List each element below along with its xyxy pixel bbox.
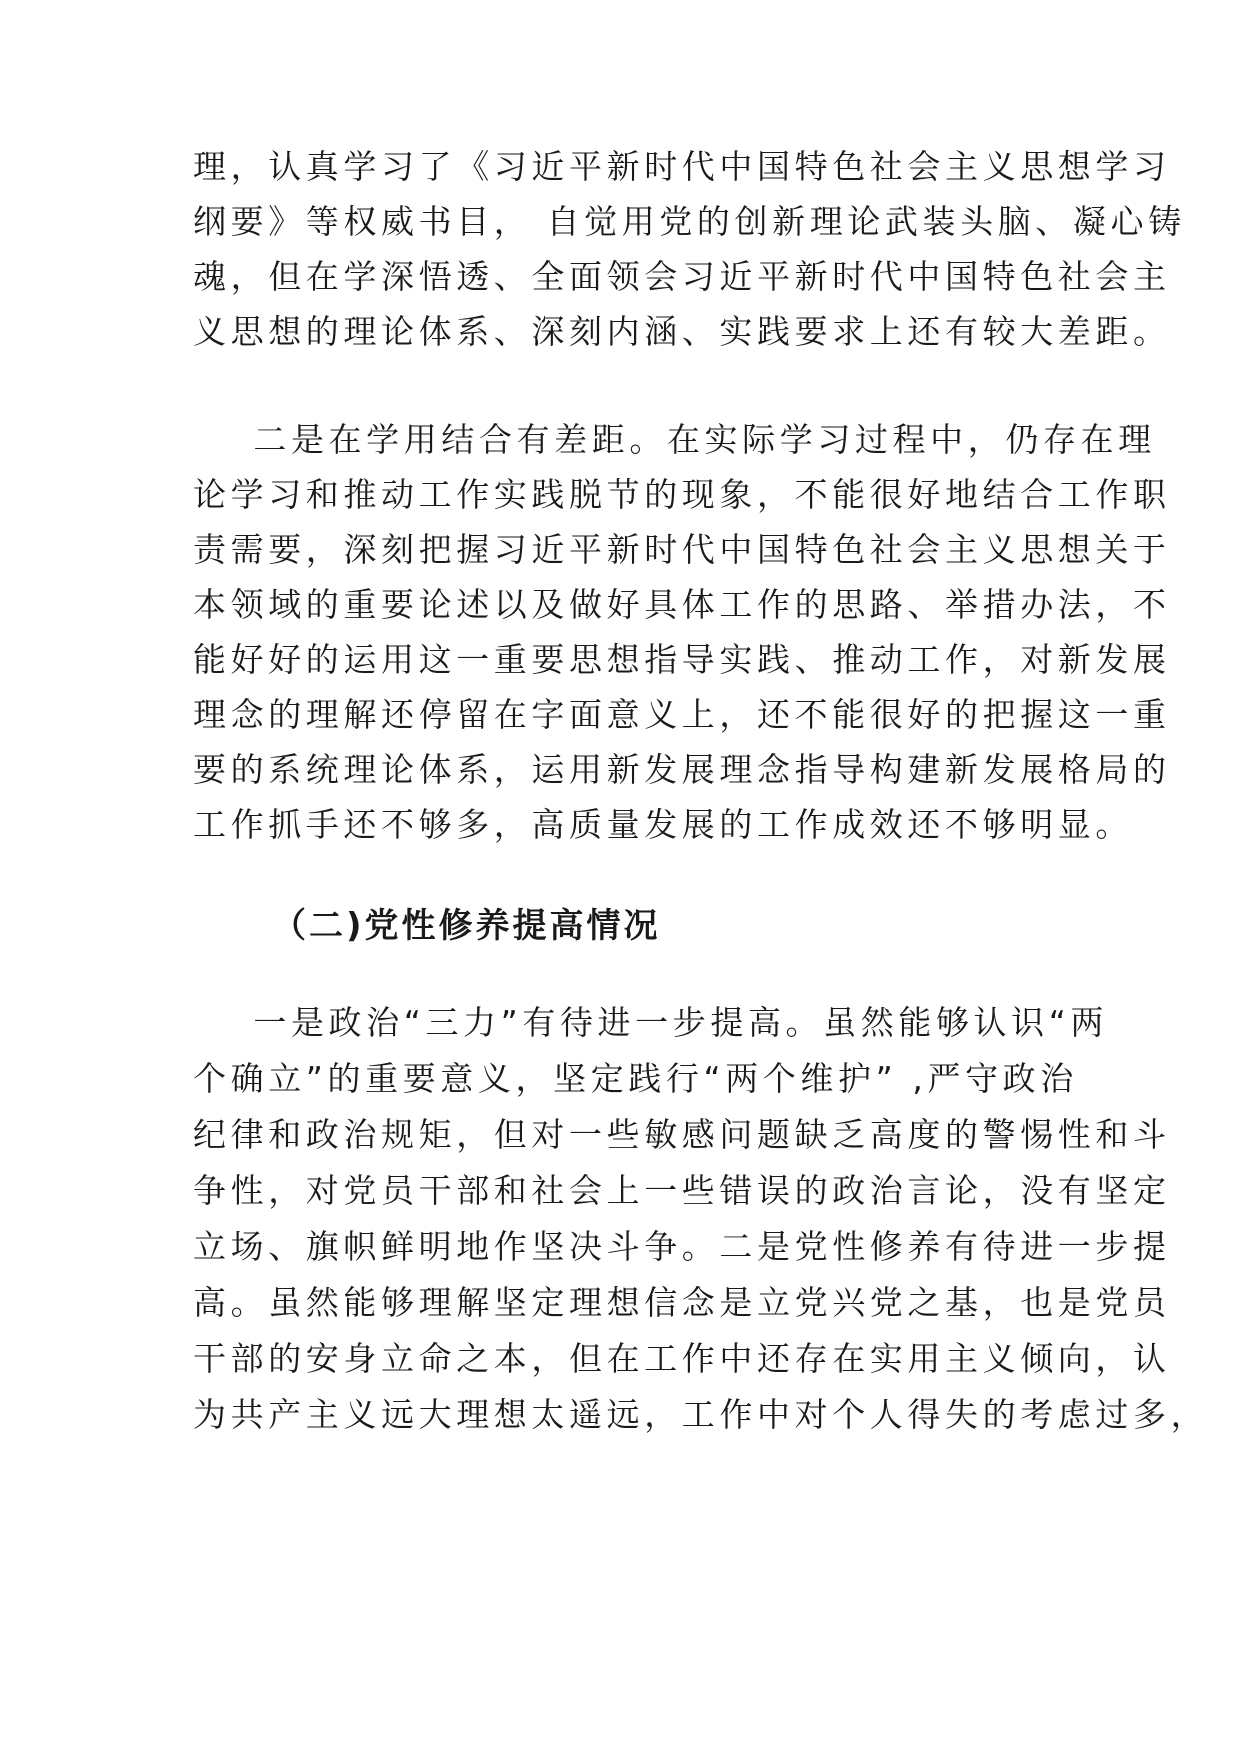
paragraph-line: 能好好的运用这一重要思想指导实践、推动工作，对新发展 xyxy=(193,640,1171,679)
paragraph-line: 本领域的重要论述以及做好具体工作的思路、举措办法，不 xyxy=(193,585,1171,624)
paragraph-line: 论学习和推动工作实践脱节的现象，不能很好地结合工作职 xyxy=(193,475,1171,514)
paragraph-line: 争性，对党员干部和社会上一些错误的政治言论，没有坚定 xyxy=(193,1171,1171,1210)
paragraph-line: 二是在学用结合有差距。在实际学习过程中，仍存在理 xyxy=(193,420,1156,459)
paragraph-line: 工作抓手还不够多，高质量发展的工作成效还不够明显。 xyxy=(193,805,1133,844)
paragraph-line: 个确立”的重要意义，坚定践行“两个维护” ,严守政治 xyxy=(193,1059,1078,1098)
paragraph-line: 义思想的理论体系、深刻内涵、实践要求上还有较大差距。 xyxy=(193,312,1171,351)
paragraph-line: 为共产主义远大理想太遥远，工作中对个人得失的考虑过多， xyxy=(193,1395,1209,1434)
paragraph-line: 魂，但在学深悟透、全面领会习近平新时代中国特色社会主 xyxy=(193,257,1171,296)
paragraph-line: 干部的安身立命之本，但在工作中还存在实用主义倾向，认 xyxy=(193,1339,1171,1378)
paragraph-line: 纲要》等权威书目， 自觉用党的创新理论武装头脑、凝心铸 xyxy=(193,202,1186,241)
paragraph-line: 责需要，深刻把握习近平新时代中国特色社会主义思想关于 xyxy=(193,530,1171,569)
paragraph-line: 理，认真学习了《习近平新时代中国特色社会主义思想学习 xyxy=(193,147,1171,186)
paragraph-line: 理念的理解还停留在字面意义上，还不能很好的把握这一重 xyxy=(193,695,1171,734)
paragraph-line: 一是政治“三力”有待进一步提高。虽然能够认识“两 xyxy=(193,1003,1109,1042)
section-heading: （二)党性修养提高情况 xyxy=(272,906,661,946)
paragraph-line: 立场、旗帜鲜明地作坚决斗争。二是党性修养有待进一步提 xyxy=(193,1227,1171,1266)
paragraph-line: 高。虽然能够理解坚定理想信念是立党兴党之基，也是党员 xyxy=(193,1283,1171,1322)
paragraph-line: 纪律和政治规矩，但对一些敏感问题缺乏高度的警惕性和斗 xyxy=(193,1115,1171,1154)
paragraph-line: 要的系统理论体系，运用新发展理念指导构建新发展格局的 xyxy=(193,750,1171,789)
